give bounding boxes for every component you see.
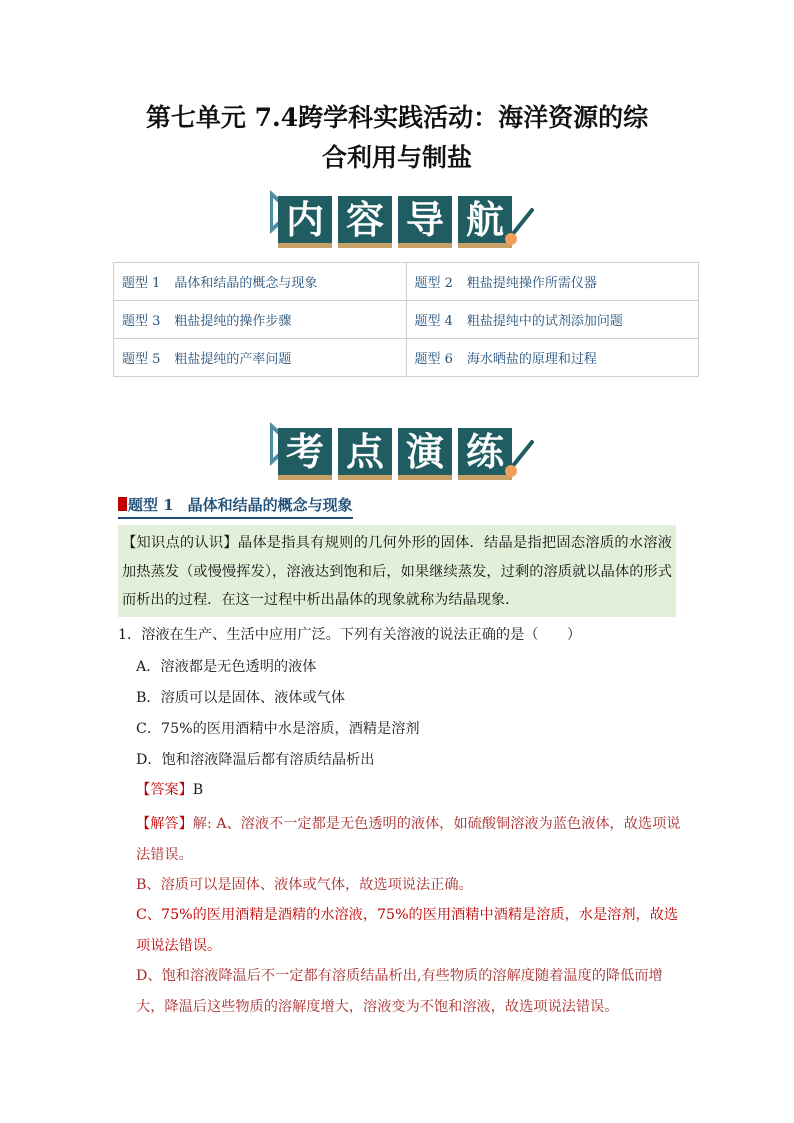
banner-tile: 演	[398, 428, 452, 480]
brush-icon	[502, 206, 536, 246]
analysis-a: 【解答】解: A、溶液不一定都是无色透明的液体，如硫酸铜溶液为蓝色液体，故选项说法错误。	[136, 816, 681, 863]
nav-item[interactable]: 题型 2 粗盐提纯操作所需仪器	[406, 263, 699, 301]
option-a: A．溶液都是无色透明的液体	[136, 659, 317, 675]
banner-tile: 考	[278, 428, 332, 480]
section-heading: 题型 1 晶体和结晶的概念与现象	[118, 494, 353, 519]
banner-content-navigation	[270, 196, 530, 254]
banner-tile: 容	[338, 196, 392, 248]
nav-item[interactable]: 题型 5 粗盐提纯的产率问题	[114, 339, 407, 377]
option-b: B．溶质可以是固体、液体或气体	[136, 690, 346, 706]
red-square-icon	[118, 497, 127, 511]
analysis-b: B、溶质可以是固体、液体或气体，故选项说法正确。	[136, 877, 473, 893]
banner-tile: 导	[398, 196, 452, 248]
content-navigation-table	[113, 262, 699, 377]
question-stem: 1．溶液在生产、生活中应用广泛。下列有关溶液的说法正确的是（ ）	[118, 627, 582, 643]
banner-practice	[270, 428, 530, 486]
nav-item[interactable]: 题型 4 粗盐提纯中的试剂添加问题	[406, 301, 699, 339]
brush-icon	[502, 438, 536, 478]
answer: 【答案】B	[136, 782, 204, 798]
analysis-d: D、饱和溶液降温后不一定都有溶质结晶析出,有些物质的溶解度随着温度的降低而增大，降温后这些物质的溶解度增大，溶液变为不饱和溶液，故选项说法错误。	[136, 968, 663, 1015]
option-c: C．75%的医用酒精中水是溶质，酒精是溶剂	[136, 721, 420, 737]
nav-item[interactable]: 题型 3 粗盐提纯的操作步骤	[114, 301, 407, 339]
title-line-2: 合利用与制盐	[321, 143, 472, 172]
document-title	[110, 98, 684, 178]
analysis-c: C、75%的医用酒精是酒精的水溶液，75%的医用酒精中酒精是溶质，水是溶剂，故选项说法错误。	[136, 907, 679, 954]
nav-item[interactable]: 题型 1 晶体和结晶的概念与现象	[114, 263, 407, 301]
option-d: D．饱和溶液降温后都有溶质结晶析出	[136, 752, 375, 768]
banner-tile: 练	[458, 428, 512, 480]
banner-tile: 点	[338, 428, 392, 480]
title-line-1: 第七单元 7.4跨学科实践活动：海洋资源的综	[145, 103, 649, 132]
knowledge-box: 【知识点的认识】晶体是指具有规则的几何外形的固体．结晶是指把固态溶质的水溶液加热蒸发（或慢慢挥发），溶液达到饱和后，如果继续蒸发，过剩的溶质就以晶体的形式而析出的过程．在这一过程中析出晶体的现象就称为结晶现象．	[118, 525, 676, 617]
nav-item[interactable]: 题型 6 海水晒盐的原理和过程	[406, 339, 699, 377]
banner-tile: 内	[278, 196, 332, 248]
banner-tile: 航	[458, 196, 512, 248]
